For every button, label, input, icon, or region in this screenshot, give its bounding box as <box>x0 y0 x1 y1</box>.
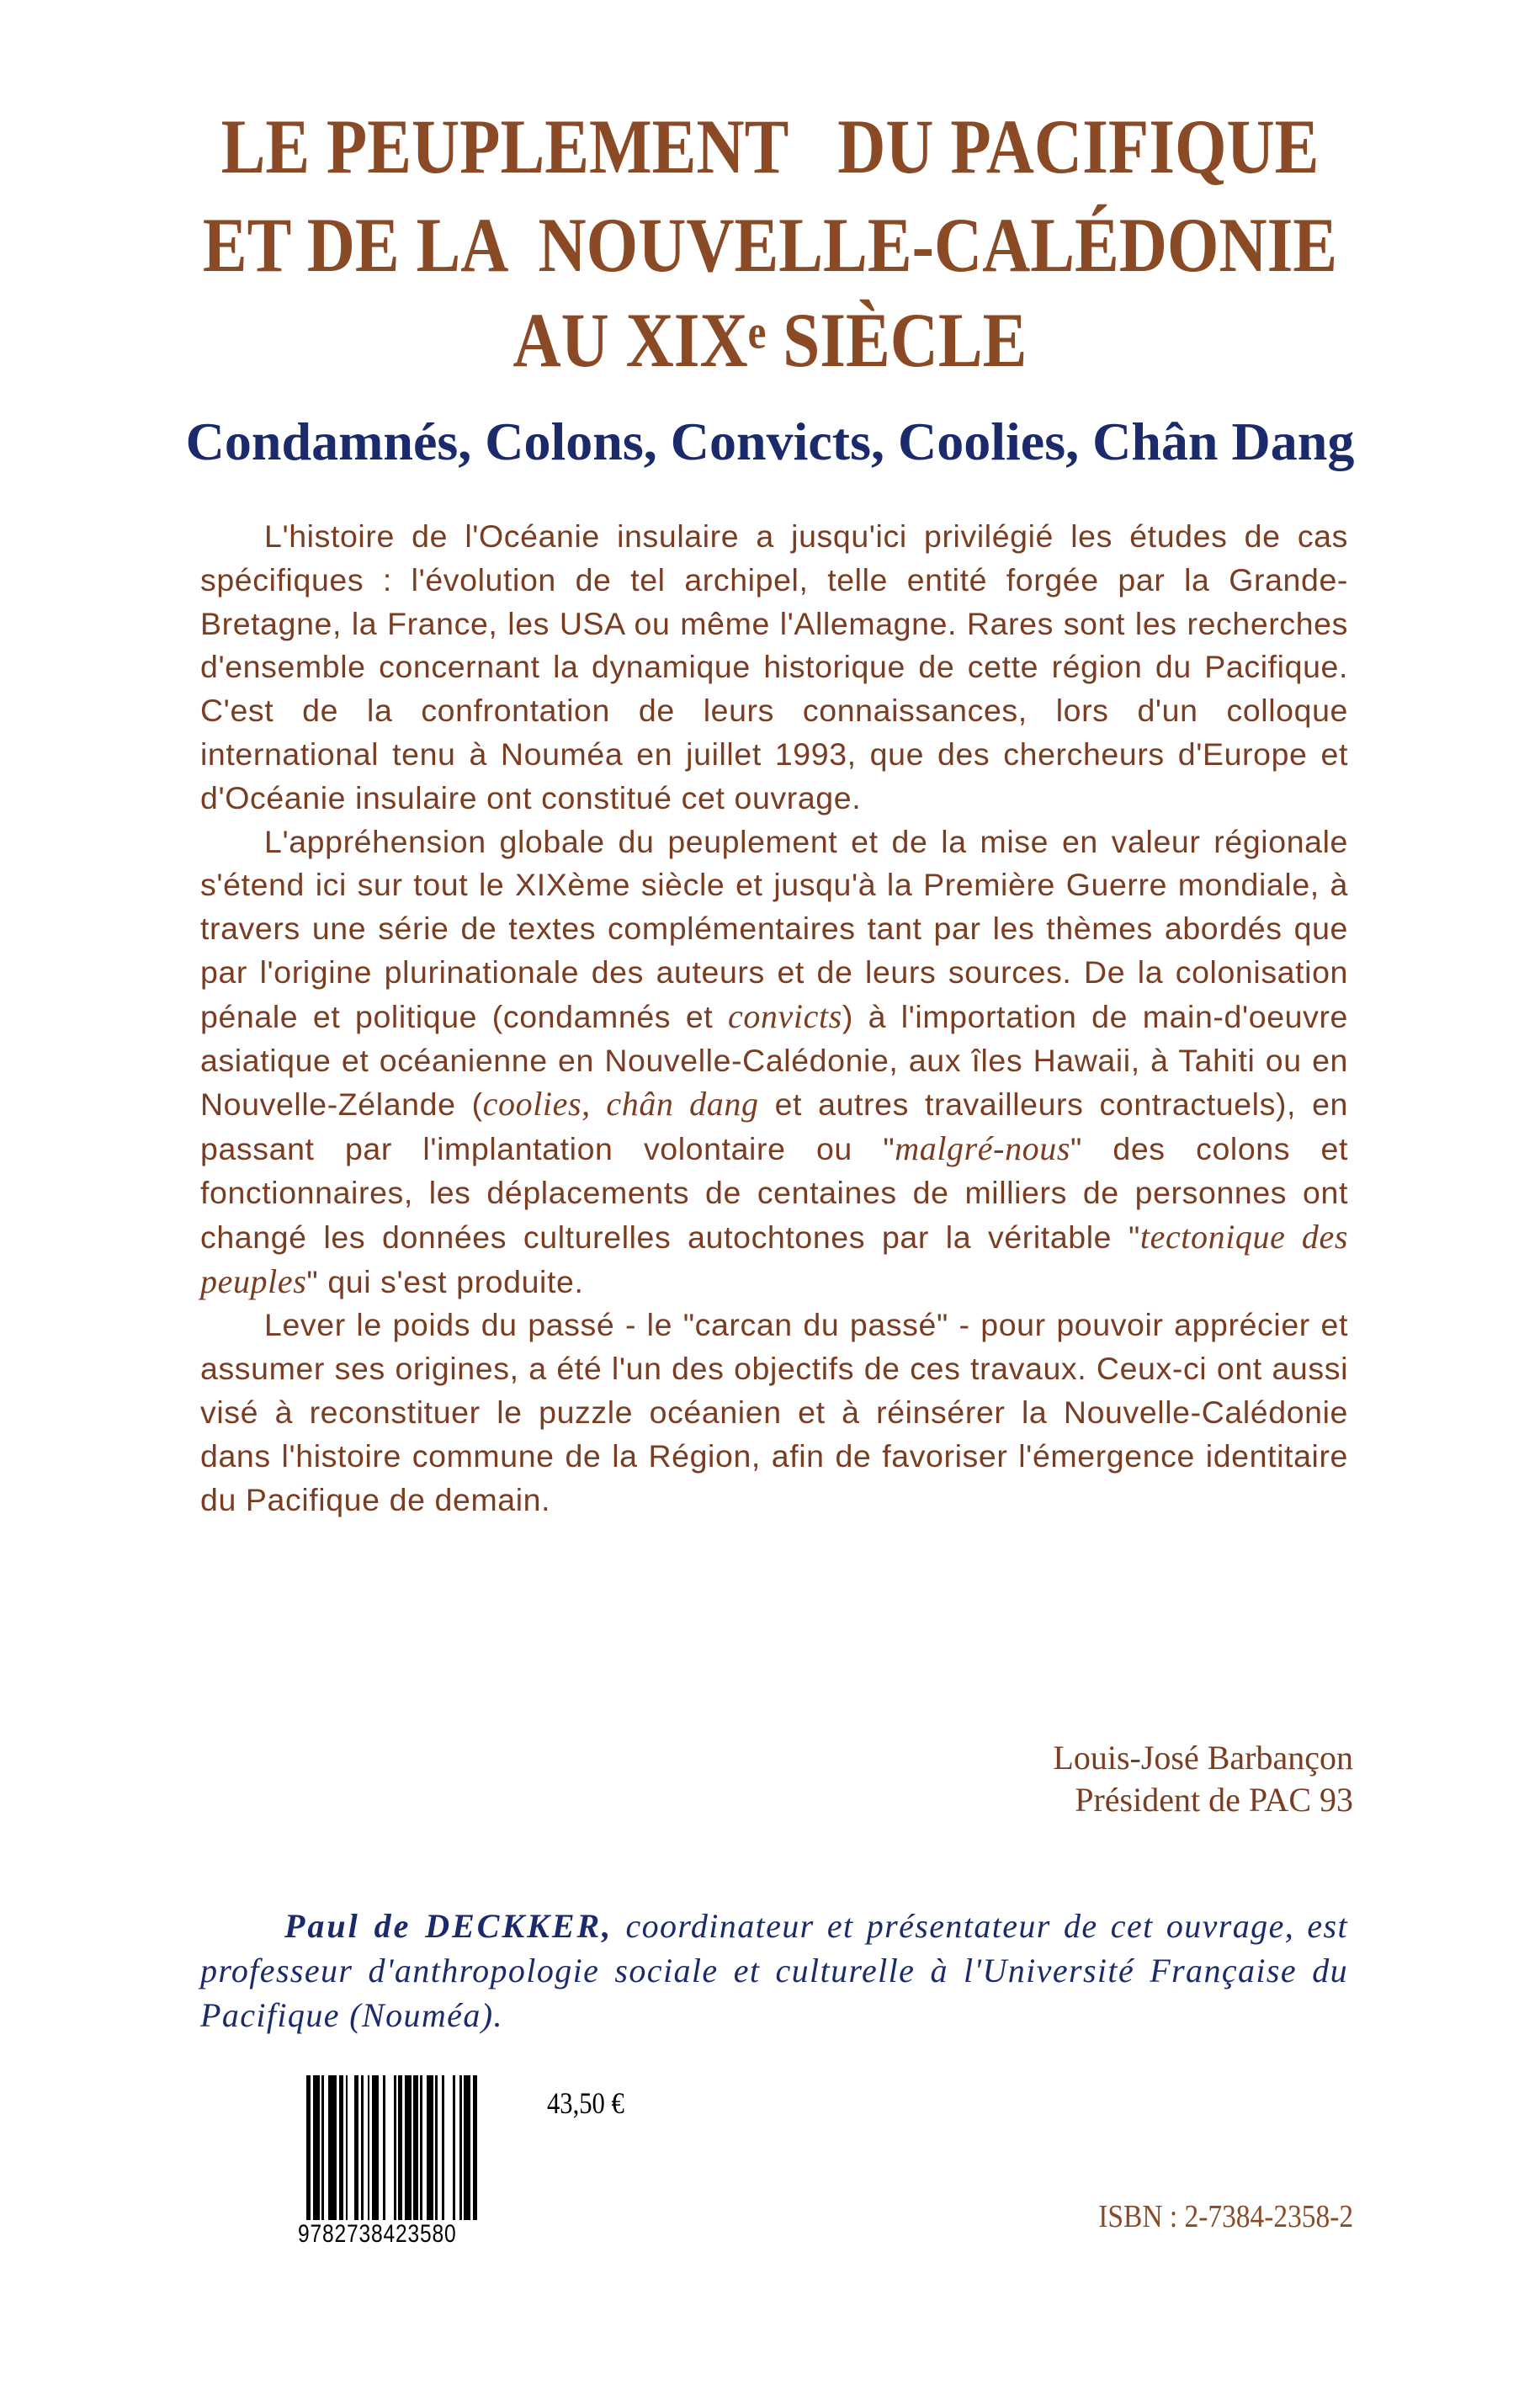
barcode-bar <box>361 2075 364 2227</box>
title-line-2: ET DE LA NOUVELLE-CALÉDONIE <box>202 202 1338 288</box>
title-line-3 <box>108 297 1432 383</box>
isbn: ISBN : 2-7384-2358-2 <box>1098 2199 1353 2234</box>
italic-term: tectonique des peuples <box>200 1217 1349 1300</box>
text-segment: ) à l'importation de main-d'oeuvre asiatique et océanienne en Nouvelle-Calédonie, aux îles Hawaii, à Tahiti ou en Nouvelle-Zélande ( <box>200 998 1349 1123</box>
barcode-bar <box>313 2075 320 2227</box>
title-line-3-prefix: AU XIX <box>512 297 748 383</box>
barcode-bar <box>346 2075 348 2227</box>
barcode-bar <box>435 2075 438 2227</box>
barcode-bar <box>459 2075 462 2227</box>
barcode-bars <box>306 2075 513 2227</box>
signature-role: Président de PAC 93 <box>1075 1781 1353 1819</box>
signature-name: Louis-José Barbançon <box>1053 1739 1353 1777</box>
title-line-3-suffix: SIÈCLE <box>766 297 1028 383</box>
price: 43,50 € <box>547 2086 624 2120</box>
author-bio <box>200 1904 1348 2037</box>
blurb-paragraph-3: Lever le poids du passé - le "carcan du passé" - pour pouvoir apprécier et assumer ses origines, a été l'un des objectifs de ces travaux. Ceux-ci ont aussi visé à reconstituer le puzzle océanien et à réinsérer la Nouvelle-Calédonie dans l'histoire commune de la Région, afin de favoriser l'émergence identitaire du Pacifique de demain. <box>200 1307 1348 1517</box>
barcode-bar <box>339 2075 343 2227</box>
text-segment: " qui s'est produite. <box>306 1263 584 1299</box>
text-segment: L'appréhension globale du peuplement et de la mise en valeur régionale s'étend ici sur tout le XIXème siècle et jusqu'à la Première Guerre mondiale, à travers une série de textes complémentaires tant par les thèmes abordés que par l'origine plurinationale des auteurs et de leurs sources. De la colonisation pénale et politique (condamnés et <box>200 823 1348 1034</box>
barcode-bar <box>405 2075 412 2227</box>
text-segment: " des colons et fonctionnaires, les déplacements de centaines de milliers de personnes ont changé les données culturelles autochtones par la véritable " <box>200 1131 1348 1255</box>
barcode-bar <box>413 2075 417 2227</box>
italic-term: convicts <box>727 996 842 1035</box>
text-segment: et autres travailleurs contractuels), en passant par l'implantation volontaire ou " <box>200 1086 1348 1167</box>
title-superscript: e <box>747 305 767 359</box>
barcode-bar <box>383 2075 385 2227</box>
title-line-1: LE PEUPLEMENT DU PACIFIQUE <box>220 104 1320 189</box>
barcode-bar <box>394 2075 396 2227</box>
italic-term: coolies, chân dang <box>482 1085 759 1123</box>
signature <box>1053 1737 1353 1821</box>
barcode-bar <box>442 2075 444 2227</box>
barcode-bar <box>321 2075 324 2227</box>
blurb-paragraph-2 <box>200 821 1348 1304</box>
barcode-digits: 9782738423580 <box>298 2220 479 2249</box>
barcode-bar <box>453 2075 455 2227</box>
italic-term: malgré-nous <box>895 1129 1071 1168</box>
barcode-bar <box>372 2075 379 2227</box>
barcode-bar <box>473 2075 477 2227</box>
blurb-paragraph-1: L'histoire de l'Océanie insulaire a jusqu'ici privilégié les études de cas spécifiques : l'évolution de tel archipel, telle entité forgée par la Grande-Bretagne, la France, les USA ou même l'Allemagne. Rares sont les recherches d'ensemble concernant la dynamique historique de cette région du Pacifique. C'est de la confrontation de leurs connaissances, lors d'un colloque international tenu à Nouméa en juillet 1993, que des chercheurs d'Europe et d'Océanie insulaire ont constitué cet ouvrage. <box>200 518 1348 815</box>
barcode-bar <box>398 2075 402 2227</box>
barcode-bar <box>354 2075 358 2227</box>
blurb <box>200 515 1348 1522</box>
subtitle: Condamnés, Colons, Convicts, Coolies, Chân Dang <box>185 412 1355 471</box>
author-name: Paul de DECKKER, <box>284 1907 613 1945</box>
barcode-bar <box>368 2075 370 2227</box>
author-description: coordinateur et présentateur de cet ouvrage, est professeur d'anthropologie sociale et culturelle à l'Université Française du Pacifique (Nouméa). <box>200 1907 1349 2034</box>
barcode-bar <box>328 2075 337 2227</box>
barcode-bar <box>464 2075 470 2227</box>
barcode <box>298 2075 517 2260</box>
barcode-bar <box>420 2075 422 2227</box>
barcode-bar <box>427 2075 433 2227</box>
barcode-bar <box>306 2075 311 2227</box>
